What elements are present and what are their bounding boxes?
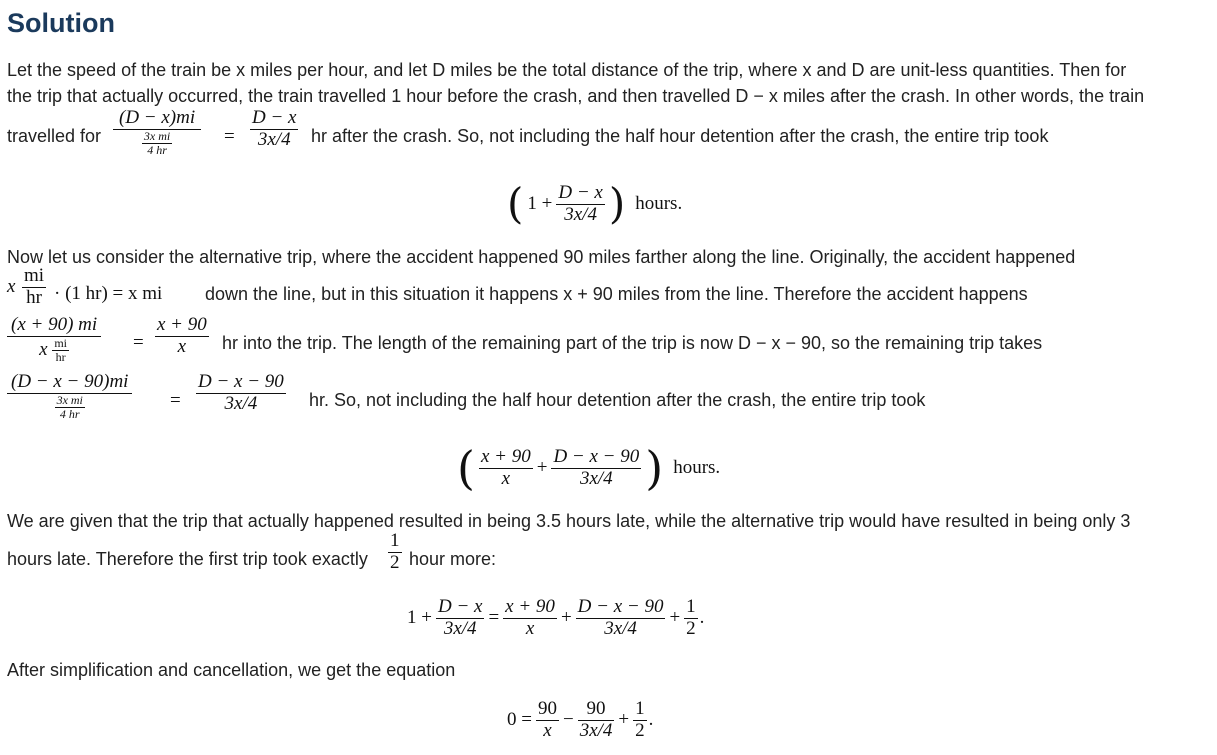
frac-den: 3x/4 (257, 128, 291, 150)
frac-num: mi (24, 265, 45, 286)
frac-num: D − x − 90 (198, 371, 284, 392)
inner-den: hr (55, 350, 66, 365)
period: . (699, 607, 705, 628)
inner-den: 4 hr (59, 407, 80, 422)
frac-num: 90 (578, 699, 615, 721)
p2-line1: Now let us consider the alternative trip, where the accident happened 90 miles farther along the line. Originally, the accident happened (7, 247, 1076, 267)
right-paren: ) (645, 441, 664, 495)
p1-line1: Let the speed of the train be x miles per hour, and let D miles be the total distance of the trip, where x and D are unit-less quantities. Then for (7, 60, 1127, 80)
plus-sign: + (669, 607, 681, 628)
p3-line1: We are given that the trip that actually happened resulted in being 3.5 hours late, while the alternative trip would have resulted in being only 3 (7, 511, 1131, 531)
right-paren: ) (608, 179, 626, 228)
frac-den: 3x/4 (579, 719, 613, 741)
frac-num: 1 (390, 530, 400, 551)
equals-sign: = (170, 390, 181, 411)
frac-den: 3x/4 (443, 617, 477, 639)
simplified-fraction (250, 108, 298, 151)
inner-num: 3x mi (143, 128, 171, 143)
p2-line4-post: hr. So, not including the half hour detention after the crash, the entire trip took (309, 390, 926, 410)
frac-num: D − x − 90 (577, 595, 664, 617)
inner-num: 3x mi (56, 392, 83, 407)
hours-label: hours. (673, 457, 721, 478)
one-plus: 1 + (527, 193, 553, 214)
frac-num: 90 (537, 697, 557, 719)
plus-sign: + (536, 457, 548, 478)
p2-line2-post: down the line, but in this situation it happens x + 90 miles from the line. Therefore the accident happens (205, 284, 1028, 304)
period: . (648, 709, 654, 730)
display-eq-3 (405, 590, 706, 646)
inner-num: mi (54, 335, 68, 350)
p1-line2: the trip that actually occurred, the train travelled 1 hour before the crash, and then travelled D − x miles after the crash. In other words, the train (7, 86, 1145, 106)
equals-sign: = (133, 332, 144, 353)
frac-den: 2 (390, 551, 400, 573)
equals-sign: = (224, 126, 235, 147)
p1-line3-post: hr after the crash. So, not including the half hour detention after the crash, the entire trip took (311, 126, 1049, 146)
frac-den: 3x/4 (224, 392, 258, 414)
zero-equals: 0 = (507, 709, 532, 730)
frac-num: D − x − 90 (553, 445, 640, 467)
frac-num: (D − x)mi (113, 108, 201, 130)
p4-line1: After simplification and cancellation, we get the equation (7, 660, 456, 680)
frac-num: D − x (558, 181, 603, 203)
frac-den (113, 130, 201, 157)
frac-den: hr (26, 286, 42, 308)
accident-time-simplified (155, 315, 209, 358)
frac-den: x (501, 467, 511, 489)
frac-num: D − x (437, 595, 483, 617)
inner-den: 4 hr (147, 143, 167, 158)
frac-den: 2 (686, 617, 696, 639)
remaining-time-simplified (196, 372, 286, 415)
mi-per-hr (22, 266, 46, 309)
one-plus: 1 + (407, 607, 432, 628)
p3-line2-pre: hours late. Therefore the first trip took exactly (7, 549, 368, 569)
frac-den (7, 337, 101, 364)
frac-den (7, 394, 132, 421)
p2-line2-eq: · (1 hr) = x mi (54, 283, 163, 304)
frac-num: x + 90 (480, 445, 531, 467)
left-paren: ( (457, 441, 475, 495)
frac-den: 3x/4 (579, 467, 613, 489)
remaining-time-frac (7, 372, 132, 421)
frac-den: x (543, 719, 552, 741)
travel-time-fraction (113, 108, 201, 157)
frac-den: x (525, 617, 535, 639)
frac-den: 3x/4 (604, 617, 637, 639)
display-eq-2 (455, 438, 722, 498)
display-eq-4 (505, 692, 655, 748)
frac-num: x + 90 (157, 314, 207, 335)
minus-sign: − (562, 709, 574, 730)
p1-line3-pre: travelled for (7, 126, 102, 146)
display-eq-1 (505, 176, 684, 232)
plus-sign: + (618, 709, 630, 730)
frac-den: 2 (635, 719, 645, 741)
equals-sign: = (488, 607, 500, 628)
p2-line3-post: hr into the trip. The length of the remaining part of the trip is now D − x − 90, so the remaining trip takes (222, 333, 1043, 353)
hours-label: hours. (635, 193, 683, 214)
frac-num: (D − x − 90)mi (7, 372, 132, 394)
frac-num: 1 (686, 595, 696, 617)
left-paren: ( (507, 179, 524, 228)
frac-den: x (177, 335, 187, 357)
one-half-fraction (388, 531, 402, 574)
frac-den: 3x/4 (564, 203, 597, 225)
accident-time-frac (7, 315, 101, 364)
frac-num: D − x (252, 107, 297, 128)
p3-line2-post: hour more: (409, 549, 497, 569)
x-var: x (39, 338, 48, 360)
frac-num: 1 (635, 697, 645, 719)
p2-line2-math (7, 276, 15, 298)
frac-num: x + 90 (505, 595, 555, 617)
x-var: x (7, 276, 16, 297)
frac-num: (x + 90) mi (7, 315, 101, 337)
solution-heading: Solution (7, 8, 115, 38)
plus-sign: + (560, 607, 572, 628)
